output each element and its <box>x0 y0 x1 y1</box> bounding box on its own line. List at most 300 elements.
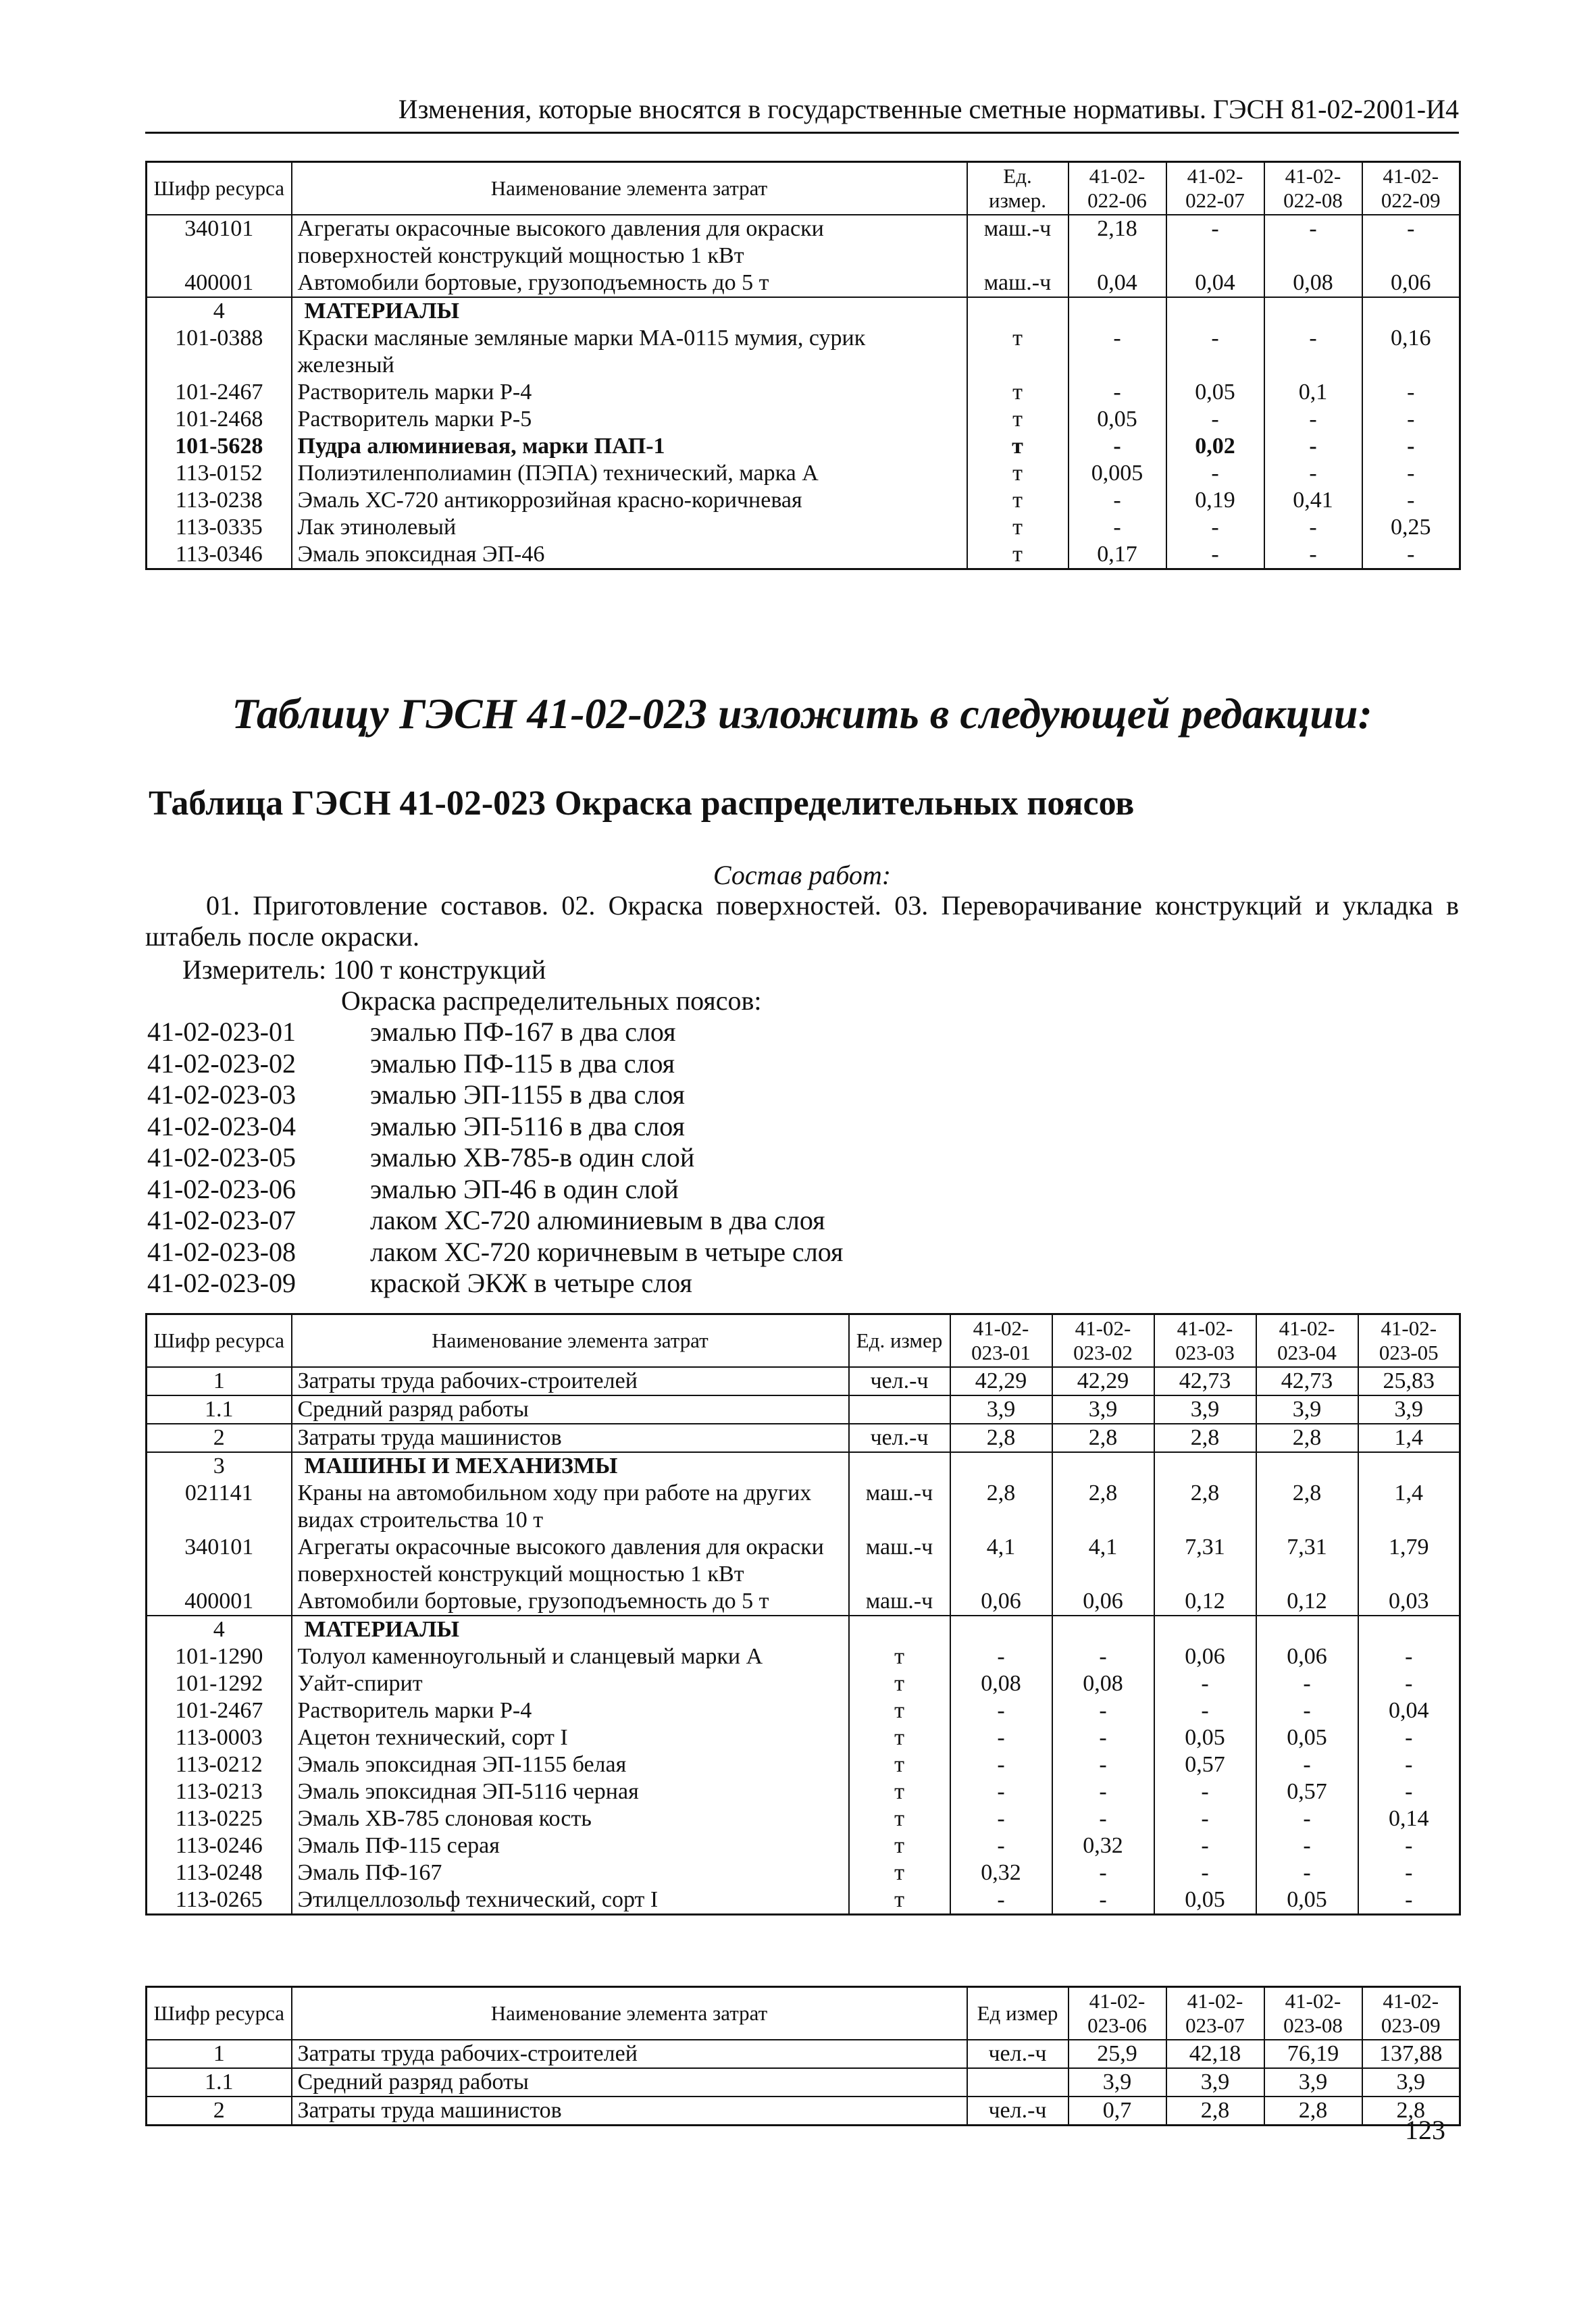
column-header: 41-02-023-02 <box>1052 1314 1154 1367</box>
resource-name-cell: Агрегаты окрасочные высокого давления для окраски поверхностей конструкций мощностью 1 кВт <box>292 215 967 269</box>
value-cell: 42,29 <box>1052 1367 1154 1395</box>
norm-code: 41-02-023-06 <box>147 1173 296 1204</box>
value-cell: 0,06 <box>1362 269 1460 297</box>
resource-name-cell: Ацетон технический, сорт I <box>292 1724 849 1751</box>
resource-code-cell: 101-2467 <box>147 1697 292 1724</box>
norm-code: 41-02-023-01 <box>147 1017 296 1047</box>
column-header: 41-02-022-08 <box>1264 162 1362 215</box>
table-row <box>147 1724 1460 1751</box>
column-header: Ед измер <box>967 1987 1069 2040</box>
work-composition-text: 01. Приготовление составов. 02. Окраска поверхностей. 03. Переворачивание конструкций и укладка в штабель после окраски. <box>145 890 1459 952</box>
norm-code-item <box>147 1141 843 1173</box>
resource-code-cell: 101-0388 <box>147 325 292 379</box>
value-cell: 2,8 <box>1264 2097 1362 2126</box>
value-cell: - <box>1166 325 1264 379</box>
unit-cell: маш.-ч <box>849 1480 950 1534</box>
value-cell <box>950 1452 1052 1480</box>
norm-code: 41-02-023-07 <box>147 1205 296 1235</box>
unit-cell: т <box>967 406 1069 433</box>
unit-cell: т <box>849 1886 950 1915</box>
resource-name-cell: Растворитель марки Р-4 <box>292 1697 849 1724</box>
resource-code-cell: 113-0246 <box>147 1832 292 1859</box>
value-cell: - <box>1358 1643 1460 1670</box>
column-header: 41-02-022-09 <box>1362 162 1460 215</box>
resource-name-cell: Эмаль ХС-720 антикоррозийная красно-коричневая <box>292 487 967 514</box>
column-header: 41-02-022-07 <box>1166 162 1264 215</box>
norm-code-item <box>147 1079 843 1110</box>
value-cell: - <box>1154 1805 1256 1832</box>
header-divider <box>145 132 1459 134</box>
unit-cell <box>967 297 1069 325</box>
value-cell: 0,005 <box>1069 460 1166 487</box>
resource-code-cell: 3 <box>147 1452 292 1480</box>
instruction-heading: Таблицу ГЭСН 41-02-023 изложить в следующей редакции: <box>232 690 1372 738</box>
value-cell: - <box>1362 215 1460 269</box>
resource-name-cell: Уайт-спирит <box>292 1670 849 1697</box>
table-row <box>147 487 1460 514</box>
resource-code-cell: 101-2468 <box>147 406 292 433</box>
resource-name-cell: Этилцеллозольф технический, сорт I <box>292 1886 849 1915</box>
unit-cell: т <box>849 1832 950 1859</box>
value-cell: 0,41 <box>1264 487 1362 514</box>
value-cell: 1,79 <box>1358 1534 1460 1588</box>
table-row <box>147 1697 1460 1724</box>
value-cell: - <box>1052 1751 1154 1778</box>
value-cell: 4,1 <box>950 1534 1052 1588</box>
value-cell <box>1358 1452 1460 1480</box>
resource-code-cell: 113-0003 <box>147 1724 292 1751</box>
value-cell: - <box>950 1886 1052 1915</box>
column-header: Шифр ресурса <box>147 162 292 215</box>
resource-code-cell: 113-0225 <box>147 1805 292 1832</box>
norm-code: 41-02-023-04 <box>147 1110 296 1141</box>
resource-name-cell: Затраты труда машинистов <box>292 2097 967 2126</box>
table-row <box>147 460 1460 487</box>
value-cell: - <box>1362 433 1460 460</box>
value-cell <box>1256 1452 1358 1480</box>
value-cell: - <box>1256 1697 1358 1724</box>
value-cell: 25,83 <box>1358 1367 1460 1395</box>
resource-name-cell: Пудра алюминиевая, марки ПАП-1 <box>292 433 967 460</box>
value-cell: 0,17 <box>1069 541 1166 569</box>
norm-code: 41-02-023-03 <box>147 1079 296 1110</box>
value-cell: 3,9 <box>1358 1395 1460 1424</box>
resource-code-cell: 340101 <box>147 1534 292 1588</box>
table-row <box>147 1751 1460 1778</box>
column-header: 41-02-023-06 <box>1069 1987 1166 2040</box>
table-row <box>147 215 1460 269</box>
resource-code-cell: 021141 <box>147 1480 292 1534</box>
resource-code-cell: 113-0238 <box>147 487 292 514</box>
value-cell: 2,8 <box>950 1424 1052 1452</box>
value-cell: 3,9 <box>1069 2068 1166 2097</box>
norm-code-item <box>147 1016 843 1048</box>
value-cell: - <box>950 1832 1052 1859</box>
table-title: Таблица ГЭСН 41-02-023 Окраска распределительных поясов <box>149 784 1135 823</box>
value-cell: 137,88 <box>1362 2040 1460 2068</box>
value-cell: - <box>950 1643 1052 1670</box>
table-row <box>147 1367 1460 1395</box>
column-header: Наименование элемента затрат <box>292 1314 849 1367</box>
unit-cell: чел.-ч <box>967 2097 1069 2126</box>
table-row <box>147 1534 1460 1588</box>
value-cell <box>950 1616 1052 1643</box>
value-cell: 3,9 <box>1362 2068 1460 2097</box>
norm-description: эмалью ПФ-167 в два слоя <box>370 1017 676 1047</box>
value-cell: - <box>1362 460 1460 487</box>
value-cell: 0,05 <box>1069 406 1166 433</box>
norm-description: лаком ХС-720 алюминиевым в два слоя <box>370 1205 825 1235</box>
unit-cell: маш.-ч <box>849 1588 950 1616</box>
value-cell: 2,18 <box>1069 215 1166 269</box>
value-cell: - <box>1052 1859 1154 1886</box>
resource-code-cell: 101-1290 <box>147 1643 292 1670</box>
value-cell: 0,57 <box>1256 1778 1358 1805</box>
norm-description: эмалью ЭП-46 в один слой <box>370 1173 679 1204</box>
table-row <box>147 1424 1460 1452</box>
norm-code-item <box>147 1173 843 1205</box>
table-row <box>147 269 1460 297</box>
value-cell: - <box>950 1724 1052 1751</box>
resource-code-cell: 1 <box>147 2040 292 2068</box>
value-cell: 0,02 <box>1166 433 1264 460</box>
resource-code-cell: 400001 <box>147 269 292 297</box>
value-cell: 0,08 <box>1052 1670 1154 1697</box>
column-header: Шифр ресурса <box>147 1987 292 2040</box>
value-cell: 3,9 <box>1154 1395 1256 1424</box>
resource-code-cell: 2 <box>147 2097 292 2126</box>
unit-cell: т <box>849 1778 950 1805</box>
resource-name-cell: Средний разряд работы <box>292 1395 849 1424</box>
page-number: 123 <box>1405 2115 1445 2145</box>
column-header: 41-02-023-08 <box>1264 1987 1362 2040</box>
unit-cell <box>849 1616 950 1643</box>
resource-name-cell: Эмаль ПФ-115 серая <box>292 1832 849 1859</box>
unit-cell: маш.-ч <box>967 269 1069 297</box>
value-cell: 0,12 <box>1256 1588 1358 1616</box>
unit-cell <box>849 1395 950 1424</box>
value-cell: - <box>1362 487 1460 514</box>
value-cell: 0,05 <box>1154 1724 1256 1751</box>
value-cell: - <box>1362 406 1460 433</box>
value-cell: 2,8 <box>1256 1424 1358 1452</box>
value-cell: 0,7 <box>1069 2097 1166 2126</box>
value-cell: - <box>1256 1832 1358 1859</box>
value-cell: 0,06 <box>1052 1588 1154 1616</box>
resource-name-cell: Эмаль эпоксидная ЭП-46 <box>292 541 967 569</box>
column-header: Шифр ресурса <box>147 1314 292 1367</box>
value-cell: 0,05 <box>1166 379 1264 406</box>
unit-cell: маш.-ч <box>849 1534 950 1588</box>
value-cell: - <box>1052 1697 1154 1724</box>
resource-name-cell: Средний разряд работы <box>292 2068 967 2097</box>
value-cell: 0,04 <box>1358 1697 1460 1724</box>
resource-code-cell: 101-2467 <box>147 379 292 406</box>
value-cell: - <box>1362 379 1460 406</box>
value-cell: - <box>1358 1724 1460 1751</box>
value-cell: 0,08 <box>950 1670 1052 1697</box>
table-row <box>147 514 1460 541</box>
value-cell: - <box>1256 1751 1358 1778</box>
resource-table-023-01-05 <box>145 1313 1461 1916</box>
value-cell: 0,06 <box>1154 1643 1256 1670</box>
value-cell <box>1052 1452 1154 1480</box>
unit-cell: т <box>967 460 1069 487</box>
norm-description: краской ЭКЖ в четыре слоя <box>370 1268 692 1298</box>
resource-code-cell: 4 <box>147 297 292 325</box>
column-header: Наименование элемента затрат <box>292 1987 967 2040</box>
table-row <box>147 2097 1460 2126</box>
resource-code-cell: 400001 <box>147 1588 292 1616</box>
value-cell <box>1362 297 1460 325</box>
resource-name-cell: Затраты труда рабочих-строителей <box>292 2040 967 2068</box>
resource-name-cell: Эмаль эпоксидная ЭП-1155 белая <box>292 1751 849 1778</box>
unit-cell <box>967 2068 1069 2097</box>
unit-cell: чел.-ч <box>849 1367 950 1395</box>
value-cell: 2,8 <box>950 1480 1052 1534</box>
value-cell: - <box>1358 1832 1460 1859</box>
value-cell: - <box>1264 541 1362 569</box>
resource-name-cell: Краски масляные земляные марки МА-0115 мумия, сурик железный <box>292 325 967 379</box>
resource-name-cell: МАТЕРИАЛЫ <box>292 1616 849 1643</box>
table-row <box>147 1616 1460 1643</box>
value-cell: - <box>1264 406 1362 433</box>
resource-code-cell: 113-0152 <box>147 460 292 487</box>
value-cell: - <box>1264 215 1362 269</box>
unit-cell: т <box>849 1724 950 1751</box>
unit-cell <box>849 1452 950 1480</box>
table-row <box>147 406 1460 433</box>
value-cell: 2,8 <box>1052 1424 1154 1452</box>
unit-cell: т <box>967 541 1069 569</box>
norm-code-item <box>147 1236 843 1268</box>
value-cell: 0,32 <box>1052 1832 1154 1859</box>
table-row <box>147 1805 1460 1832</box>
table-row <box>147 1832 1460 1859</box>
resource-name-cell: МАШИНЫ И МЕХАНИЗМЫ <box>292 1452 849 1480</box>
table-row <box>147 2040 1460 2068</box>
value-cell: 0,04 <box>1166 269 1264 297</box>
resource-name-cell: Агрегаты окрасочные высокого давления для окраски поверхностей конструкций мощностью 1 кВт <box>292 1534 849 1588</box>
column-header: 41-02-023-05 <box>1358 1314 1460 1367</box>
value-cell: - <box>1358 1778 1460 1805</box>
norm-description: эмалью ПФ-115 в два слоя <box>370 1048 675 1079</box>
resource-code-cell: 113-0335 <box>147 514 292 541</box>
table-row <box>147 1886 1460 1915</box>
value-cell: - <box>1358 1886 1460 1915</box>
norm-code-item <box>147 1267 843 1299</box>
value-cell: - <box>1052 1643 1154 1670</box>
resource-name-cell: Затраты труда рабочих-строителей <box>292 1367 849 1395</box>
resource-name-cell: Краны на автомобильном ходу при работе на других видах строительства 10 т <box>292 1480 849 1534</box>
table-row <box>147 379 1460 406</box>
value-cell: 3,9 <box>950 1395 1052 1424</box>
resource-name-cell: Эмаль эпоксидная ЭП-5116 черная <box>292 1778 849 1805</box>
value-cell: 7,31 <box>1256 1534 1358 1588</box>
value-cell: 0,08 <box>1264 269 1362 297</box>
value-cell: 2,8 <box>1166 2097 1264 2126</box>
column-header: Ед. измер. <box>967 162 1069 215</box>
resource-name-cell: Автомобили бортовые, грузоподъемность до 5 т <box>292 269 967 297</box>
value-cell: 1,4 <box>1358 1424 1460 1452</box>
unit-cell: чел.-ч <box>967 2040 1069 2068</box>
column-header: 41-02-023-09 <box>1362 1987 1460 2040</box>
resource-code-cell: 1.1 <box>147 1395 292 1424</box>
value-cell: - <box>1256 1670 1358 1697</box>
resource-code-cell: 1.1 <box>147 2068 292 2097</box>
norm-code: 41-02-023-08 <box>147 1236 296 1267</box>
value-cell: - <box>1154 1832 1256 1859</box>
value-cell: - <box>1069 325 1166 379</box>
value-cell: - <box>1256 1859 1358 1886</box>
unit-cell: т <box>967 325 1069 379</box>
table-row <box>147 1643 1460 1670</box>
resource-name-cell: Эмаль ПФ-167 <box>292 1859 849 1886</box>
resource-code-cell: 113-0248 <box>147 1859 292 1886</box>
unit-cell: т <box>849 1859 950 1886</box>
resource-code-cell: 113-0346 <box>147 541 292 569</box>
value-cell: - <box>1052 1778 1154 1805</box>
value-cell: 3,9 <box>1166 2068 1264 2097</box>
table-row <box>147 1480 1460 1534</box>
value-cell: 0,05 <box>1256 1724 1358 1751</box>
value-cell: - <box>950 1751 1052 1778</box>
value-cell: - <box>1264 325 1362 379</box>
resource-code-cell: 113-0213 <box>147 1778 292 1805</box>
value-cell: - <box>1154 1859 1256 1886</box>
value-cell: - <box>1264 433 1362 460</box>
table-row <box>147 1588 1460 1616</box>
value-cell: 25,9 <box>1069 2040 1166 2068</box>
value-cell: - <box>1052 1886 1154 1915</box>
column-header: 41-02-023-04 <box>1256 1314 1358 1367</box>
value-cell: 3,9 <box>1256 1395 1358 1424</box>
unit-cell: т <box>967 433 1069 460</box>
value-cell: - <box>1069 487 1166 514</box>
norm-code: 41-02-023-09 <box>147 1268 296 1298</box>
value-cell: 0,25 <box>1362 514 1460 541</box>
work-composition-label: Состав работ: <box>713 860 892 890</box>
resource-name-cell: Затраты труда машинистов <box>292 1424 849 1452</box>
value-cell: 0,05 <box>1256 1886 1358 1915</box>
column-header: 41-02-022-06 <box>1069 162 1166 215</box>
value-cell: - <box>1358 1751 1460 1778</box>
table-row <box>147 1859 1460 1886</box>
value-cell: 42,18 <box>1166 2040 1264 2068</box>
value-cell: - <box>1166 215 1264 269</box>
value-cell: - <box>950 1697 1052 1724</box>
norm-code-item <box>147 1048 843 1079</box>
resource-name-cell: Эмаль ХВ-785 слоновая кость <box>292 1805 849 1832</box>
value-cell: - <box>1052 1724 1154 1751</box>
table-row <box>147 2068 1460 2097</box>
value-cell <box>1358 1616 1460 1643</box>
value-cell: 0,32 <box>950 1859 1052 1886</box>
table-row <box>147 1778 1460 1805</box>
value-cell: - <box>1264 514 1362 541</box>
norm-codes-list <box>147 1016 843 1299</box>
value-cell: 2,8 <box>1154 1424 1256 1452</box>
value-cell <box>1052 1616 1154 1643</box>
resource-name-cell: МАТЕРИАЛЫ <box>292 297 967 325</box>
norm-description: лаком ХС-720 коричневым в четыре слоя <box>370 1236 844 1267</box>
value-cell: 3,9 <box>1052 1395 1154 1424</box>
column-header: Ед. измер <box>849 1314 950 1367</box>
column-header: 41-02-023-01 <box>950 1314 1052 1367</box>
norm-code: 41-02-023-02 <box>147 1048 296 1079</box>
column-header: 41-02-023-07 <box>1166 1987 1264 2040</box>
value-cell: 0,03 <box>1358 1588 1460 1616</box>
unit-cell: т <box>849 1751 950 1778</box>
value-cell: 0,1 <box>1264 379 1362 406</box>
value-cell: - <box>1166 541 1264 569</box>
value-cell: - <box>1052 1805 1154 1832</box>
resource-name-cell: Растворитель марки Р-5 <box>292 406 967 433</box>
value-cell: - <box>1358 1670 1460 1697</box>
value-cell: 42,29 <box>950 1367 1052 1395</box>
resource-code-cell: 2 <box>147 1424 292 1452</box>
table-row <box>147 1452 1460 1480</box>
value-cell <box>1256 1616 1358 1643</box>
norm-code-item <box>147 1110 843 1142</box>
resource-code-cell: 4 <box>147 1616 292 1643</box>
value-cell: - <box>1154 1778 1256 1805</box>
unit-cell: маш.-ч <box>967 215 1069 269</box>
value-cell: 0,06 <box>1256 1643 1358 1670</box>
value-cell: - <box>1358 1859 1460 1886</box>
value-cell: 0,05 <box>1154 1886 1256 1915</box>
value-cell <box>1069 297 1166 325</box>
resource-name-cell: Лак этинолевый <box>292 514 967 541</box>
unit-cell: т <box>967 514 1069 541</box>
value-cell: - <box>1166 460 1264 487</box>
unit-cell: чел.-ч <box>849 1424 950 1452</box>
value-cell: 0,14 <box>1358 1805 1460 1832</box>
value-cell: - <box>1154 1670 1256 1697</box>
value-cell: - <box>1362 541 1460 569</box>
resource-code-cell: 113-0212 <box>147 1751 292 1778</box>
column-header: Наименование элемента затрат <box>292 162 967 215</box>
value-cell: 1,4 <box>1358 1480 1460 1534</box>
resource-name-cell: Растворитель марки Р-4 <box>292 379 967 406</box>
page-header-title: Изменения, которые вносятся в государственные сметные нормативы. ГЭСН 81-02-2001-И4 <box>398 94 1459 124</box>
table-row <box>147 1395 1460 1424</box>
table-row <box>147 1670 1460 1697</box>
value-cell <box>1264 297 1362 325</box>
resource-table-022 <box>145 161 1461 570</box>
value-cell: - <box>1069 433 1166 460</box>
value-cell <box>1166 297 1264 325</box>
norm-description: эмалью ЭП-5116 в два слоя <box>370 1110 685 1141</box>
table-row <box>147 297 1460 325</box>
resource-code-cell: 113-0265 <box>147 1886 292 1915</box>
value-cell: 2,8 <box>1154 1480 1256 1534</box>
value-cell: - <box>1069 514 1166 541</box>
resource-name-cell: Толуол каменноугольный и сланцевый марки А <box>292 1643 849 1670</box>
unit-cell: т <box>967 487 1069 514</box>
unit-cell: т <box>849 1805 950 1832</box>
unit-cell: т <box>849 1643 950 1670</box>
measure-unit: Измеритель: 100 т конструкций <box>182 954 546 985</box>
table-row <box>147 433 1460 460</box>
value-cell: - <box>950 1778 1052 1805</box>
value-cell: 0,19 <box>1166 487 1264 514</box>
value-cell: - <box>1069 379 1166 406</box>
value-cell: 0,57 <box>1154 1751 1256 1778</box>
value-cell: 2,8 <box>1256 1480 1358 1534</box>
norm-description: эмалью ЭП-1155 в два слоя <box>370 1079 685 1110</box>
resource-code-cell: 340101 <box>147 215 292 269</box>
